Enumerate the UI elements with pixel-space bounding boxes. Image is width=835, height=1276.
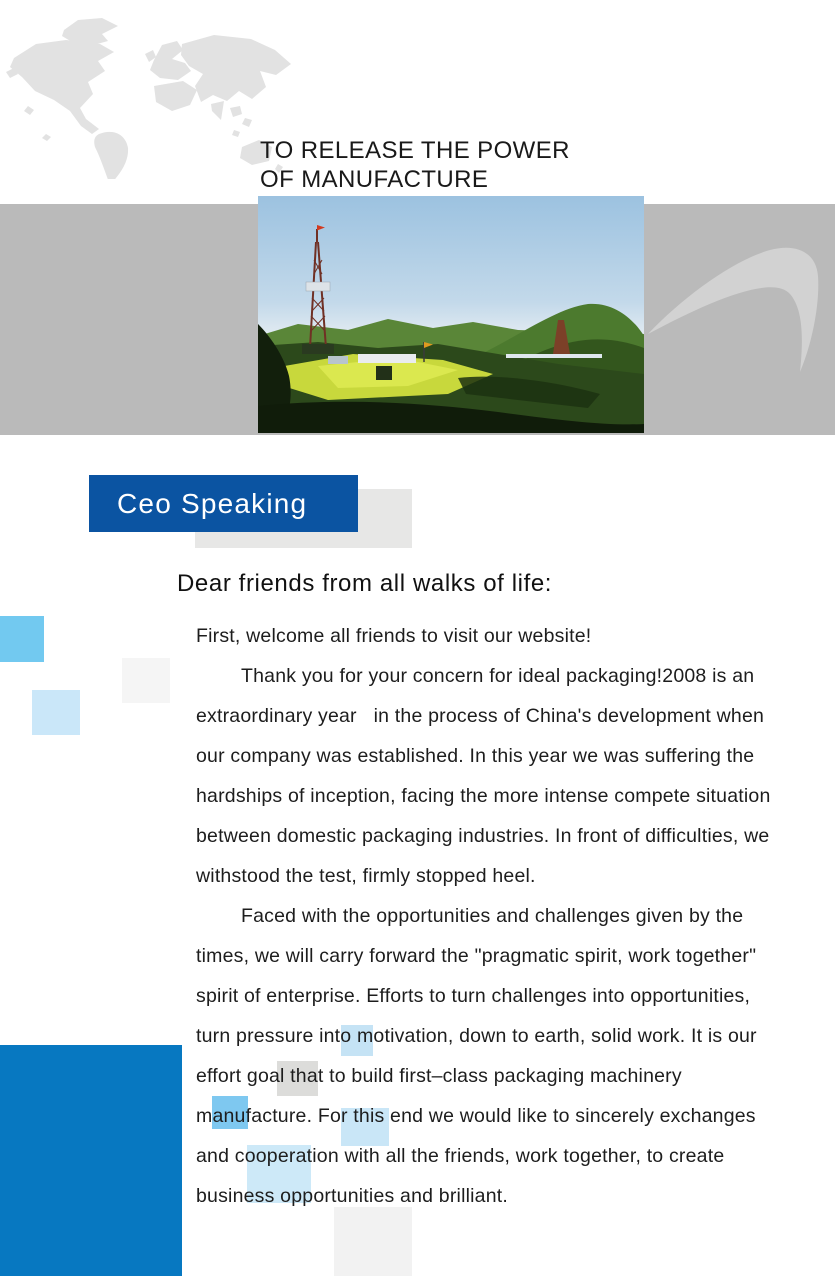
map-north-africa [154,81,197,111]
speech-line: First, welcome all friends to visit our website! [196,625,592,647]
speech-line: Thank you for your concern for ideal packaging!2008 is an [241,665,755,687]
speech-line: hardships of inception, facing the more intense compete situation [196,785,771,807]
speech-line: our company was established. In this year we was suffering the [196,745,755,767]
section-header-label: Ceo Speaking [117,488,308,519]
hero-photo [258,196,644,433]
page-title-line2: OF MANUFACTURE [260,166,489,193]
map-asia [181,35,291,102]
salutation: Dear friends from all walks of life: [177,570,553,597]
speech-line: times, we will carry forward the "pragmatic spirit, work together" [196,945,757,967]
page-title [260,136,570,194]
decor-square-sky-blue [0,616,44,662]
decor-square-pale-blue [32,690,80,735]
swoosh-graphic [644,204,835,435]
decor-square-pale-gray [122,658,170,703]
speech-line: spirit of enterprise. Efforts to turn challenges into opportunities, [196,985,751,1007]
speech-line: turn pressure into motivation, down to earth, solid work. It is our [196,1025,757,1047]
map-north-america [10,40,114,134]
speech-line: business opportunities and brilliant. [196,1185,509,1207]
section-header [89,475,358,532]
speech-line: and cooperation with all the friends, work together, to create [196,1145,725,1167]
speech-body [196,616,771,1216]
decor-square-pale-gray-bottom [334,1207,412,1276]
speech-line: effort goal that to build first–class packaging machinery [196,1065,682,1087]
speech-line: between domestic packaging industries. In front of difficulties, we [196,825,770,847]
map-india [211,101,224,120]
speech-line: extraordinary year in the process of China's development when [196,705,765,727]
page-title-line1: TO RELEASE THE POWER [260,137,570,164]
speech-line: Faced with the opportunities and challenges given by the [241,905,744,927]
blue-footer-block [0,1045,182,1276]
speech-line: manufacture. For this end we would like to sincerely exchanges [196,1105,756,1127]
photo-pipeline [506,354,602,358]
world-map-graphic [2,14,294,179]
photo-trailer [358,354,416,363]
map-south-america [94,132,128,179]
speech-line: withstood the test, firmly stopped heel. [196,865,536,887]
